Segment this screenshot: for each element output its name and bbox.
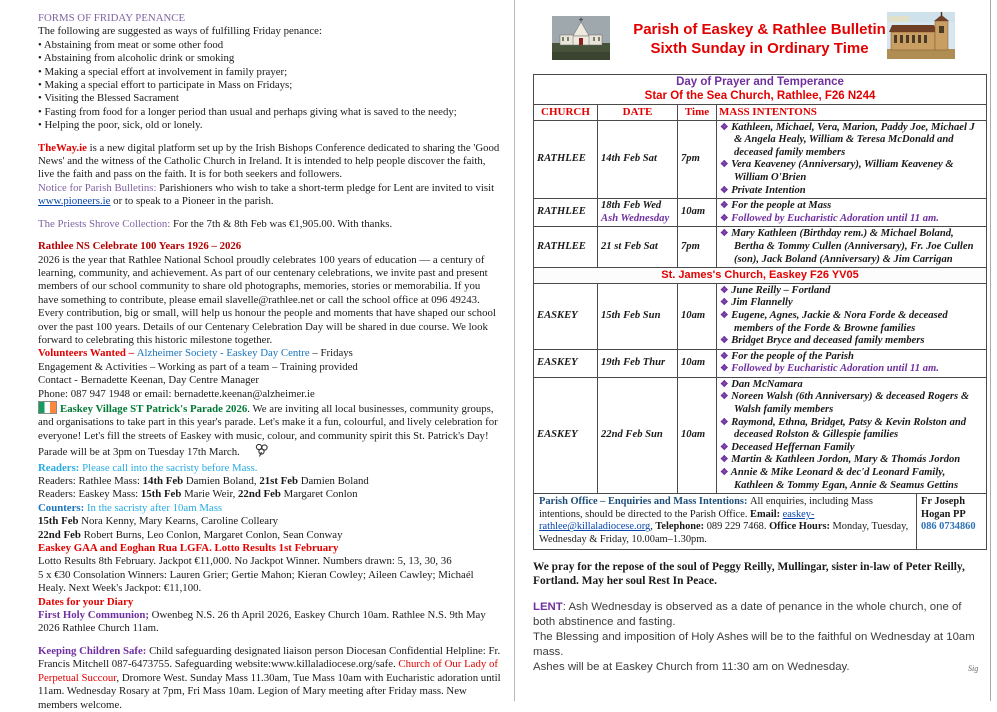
text-segment: Owenbeg N.S. 26 th April 2026, Easkey Church 10am. Rathlee N.S. 9th May 2026 Rathlee Church 11am. (38, 609, 486, 635)
text-segment: Keeping Children Safe: (38, 644, 150, 657)
date-text: 19th Feb Thur (601, 356, 666, 368)
paragraph (38, 542, 501, 555)
text-segment: Telephone: (655, 521, 707, 533)
text-segment: , Dromore West. Sunday Mass 11.30am, Tue Mass 10am with Eucharistic adoration until 11am. Wednesday Rosary at 7pm, Fri Mass 10am. Legion of Mary meeting after Friday mass. New members welcome. (38, 671, 501, 711)
paragraph (38, 39, 501, 52)
diamond-bullet-icon: ❖ (720, 351, 729, 362)
text-segment: Nora Kenny, Mary Kearns, Caroline Colleary (81, 515, 279, 528)
paragraph (38, 92, 501, 105)
text-segment: For the 7th & 8th Feb was €1,905.00. With thanks. (172, 217, 393, 230)
right-page (533, 10, 986, 675)
text-segment: is a new digital platform set up by the Irish Bishops Conference dedicated to sharing the 'Good News' and the witness of the Catholic Church in Ireland. It is intended to help people discover the faith, live the faith and pass on the faith. It is for both seekers and followers. (38, 141, 500, 181)
text-segment: Dates for your Diary (38, 595, 134, 608)
paragraph (38, 79, 501, 92)
intentions-cell (717, 377, 987, 493)
text-segment: • Abstaining from alcoholic drink or smoking (38, 52, 235, 65)
text-segment: The following are suggested as ways of fulfilling Friday penance: (38, 25, 322, 38)
diamond-bullet-icon: ❖ (720, 185, 729, 196)
paragraph (38, 488, 501, 501)
mass-intention-text: Eugene, Agnes, Jackie & Nora Forde & deceased members of the Forde & Browne families (731, 309, 948, 334)
paragraph (38, 515, 501, 528)
text-segment: 2026 is the year that Rathlee National School proudly celebrates 100 years of education — a century of learning, community, and achievement. As part of our centenary celebrations, we invite past and present members of our school community to share old photographs, memories, stories or memorabilia. If you have something to contribute, please email slavelle@rathlee.net or call the school office at 096 49243. Every contribution, big or small, will help us honour the people and moments that have shaped our school over the past 100 years. Details of our Centenary Celebration Day will be shared in due course. We look forward to celebrating this historic milestone together. (38, 253, 496, 346)
text-segment: Parish Office – Enquiries and Mass Intentions: (539, 496, 751, 508)
church-cell: RATHLEE (534, 120, 598, 199)
text-segment: Damien Boland (300, 475, 369, 487)
paragraph (38, 502, 501, 515)
paragraph (38, 347, 501, 360)
mass-intention-text: Jim Flannelly (731, 297, 793, 309)
column-header-intentions: MASS INTENTONS (717, 105, 987, 121)
mass-intention-text: Vera Keaveney (Anniversary), William Keaveney & William O'Brien (731, 159, 954, 183)
mass-intention-item (720, 442, 983, 455)
text-segment: Contact - Bernadette Keenan, Day Centre Manager (38, 374, 259, 387)
text-segment: TheWay.ie (38, 141, 90, 154)
day-of-prayer-title: Day of Prayer and Temperance (676, 76, 844, 88)
text-segment: Readers: (38, 461, 83, 474)
text-segment: FORMS OF FRIDAY PENANCE (38, 12, 186, 24)
text-segment: • Abstaining from meat or some other food (38, 38, 224, 51)
priest-info (916, 494, 986, 548)
mass-intention-item (720, 310, 983, 335)
paragraph (38, 596, 501, 609)
bulletin-title-line2: Sixth Sunday in Ordinary Time (650, 40, 869, 57)
church-cell: RATHLEE (534, 227, 598, 268)
bulletin-title-line1: Parish of Easkey & Rathlee Bulletin (633, 21, 886, 38)
text-segment: Volunteers Wanted – (38, 347, 137, 360)
mass-intention-item (720, 159, 983, 184)
date-text: 18th Feb Wed (601, 200, 662, 212)
parish-office-cell (534, 494, 987, 549)
diamond-bullet-icon: ❖ (720, 229, 729, 240)
text-segment: Lotto Results 8th February. Jackpot €11,000. No Jackpot Winner. Numbers drawn: 5, 13, 30, 36 (38, 555, 452, 568)
mass-intention-item (720, 379, 983, 392)
table-header-row (534, 105, 987, 121)
diamond-bullet-icon: ❖ (720, 455, 729, 466)
text-segment: Marie Weir, (184, 488, 239, 501)
paragraph (38, 462, 501, 475)
mass-intentions-table (533, 74, 987, 550)
page-edge (990, 0, 991, 701)
text-segment: Easkey Village ST Patrick's Parade 2026 (60, 402, 248, 415)
mass-intention-item (720, 122, 983, 160)
church-cell: RATHLEE (534, 199, 598, 227)
lent-text: : Ash Wednesday is observed as a date of penance in the whole church, one of both abstinence and fasting. (533, 600, 962, 628)
diamond-bullet-icon: ❖ (720, 364, 729, 375)
paragraph (38, 66, 501, 79)
text-segment: In the sacristy after 10am Mass (86, 501, 223, 514)
mass-intention-item (720, 228, 983, 266)
mass-intention-item (720, 391, 983, 416)
diamond-bullet-icon: ❖ (720, 392, 729, 403)
mass-intention-item (720, 351, 983, 364)
paragraph (38, 529, 501, 542)
link[interactable]: www.pioneers.ie (38, 195, 111, 208)
table-row (534, 199, 987, 227)
church-photo-left (552, 16, 610, 65)
paragraph (38, 106, 501, 119)
paragraph (38, 555, 501, 568)
paragraph (38, 361, 501, 374)
lent-label: LENT (533, 600, 563, 613)
text-segment: 089 229 7468. (706, 521, 770, 533)
paragraph (38, 254, 501, 348)
bulletin-header (533, 10, 986, 74)
paragraph (38, 240, 501, 253)
diamond-bullet-icon: ❖ (720, 201, 729, 212)
date-cell (598, 120, 678, 199)
mass-intention-text: Raymond, Ethna, Bridget, Patsy & Kevin Rolston and deceased Rolston & Gillespie families (731, 416, 967, 441)
date-text: 21 st Feb Sat (601, 240, 658, 252)
paragraph (38, 52, 501, 65)
diamond-bullet-icon: ❖ (720, 417, 729, 428)
text-segment: Monday, Tuesday, Wednesday & Friday, 10.00am–1.30pm. (539, 521, 909, 545)
text-segment: Rathlee NS Celebrate 100 Years 1926 – 2026 (38, 240, 242, 253)
date-cell (598, 377, 678, 493)
date-cell (598, 227, 678, 268)
text-segment: 21st Feb (259, 475, 301, 487)
intentions-cell (717, 199, 987, 227)
truncated-corner-text: Sig (968, 664, 979, 673)
text-segment: • Making a special effort at involvement in family prayer; (38, 65, 288, 78)
text-segment: , (650, 521, 656, 533)
text-segment: Readers: Rathlee Mass: (38, 475, 143, 487)
date-cell (598, 199, 678, 227)
column-header-church: CHURCH (534, 105, 598, 121)
text-segment: Please call into the sacristy before Mass. (82, 461, 258, 474)
mass-intention-item (720, 213, 983, 226)
time-cell: 10am (678, 199, 717, 227)
left-page (38, 12, 501, 712)
text-segment: Readers: Easkey Mass: (38, 488, 141, 501)
paragraph (38, 142, 501, 182)
text-segment: • Helping the poor, sick, old or lonely. (38, 119, 203, 132)
diamond-bullet-icon: ❖ (720, 442, 729, 453)
text-segment: Engagement & Activities – Working as part of a team – Training provided (38, 360, 358, 373)
paragraph (38, 569, 501, 596)
mass-intention-text: Mary Kathleen (Birthday rem.) & Michael Boland, Bertha & Tommy Cullen (Anniversary), Fr. Joe Cullen (son), Jack Boland (Anniversary) & Jim Carrigan (731, 228, 974, 265)
time-cell: 7pm (678, 227, 717, 268)
left-page-content (38, 12, 501, 712)
paragraph (38, 401, 501, 462)
text-segment: Damien Boland, (185, 475, 260, 487)
intentions-cell (717, 283, 987, 349)
text-segment: 15th Feb (38, 515, 82, 528)
mass-intention-text: Bridget Bryce and deceased family members (731, 335, 925, 347)
paragraph (38, 475, 501, 488)
priest-name: Fr Joseph Hogan PP (921, 496, 966, 520)
date-cell (598, 283, 678, 349)
text-segment: All enquiries, including Mass intentions, should be directed to the Parish Office. (539, 496, 873, 520)
table-row (534, 227, 987, 268)
mass-intention-item (720, 335, 983, 348)
parish-office-info (534, 494, 916, 548)
mass-intention-text: Kathleen, Michael, Vera, Marion, Paddy Joe, Michael J & Angela Healy, William & Teresa McDonald and deceased family members (731, 121, 975, 158)
date-text: 14th Feb Sat (601, 153, 657, 165)
table-title-row (534, 75, 987, 105)
intentions-cell (717, 120, 987, 199)
mass-intention-text: Martin & Kathleen Jordon, Mary & Thomás Jordon (731, 454, 961, 466)
text-segment: Email: (750, 508, 783, 520)
text-segment: . We are inviting all local businesses, community groups, and organisations to take part in this year's parade. Let's make it a fun, colourful, and lively celebration for everyone! Let's fill the streets of Easkey with music, colour, and community spirit this St. Patrick's Day! Parade will be at 3pm on Tuesday 17th March. (38, 402, 498, 459)
paragraph (38, 218, 501, 231)
date-note: Ash Wednesday (601, 212, 670, 224)
mass-intention-item (720, 417, 983, 442)
table-row (534, 349, 987, 377)
church-cell: EASKEY (534, 377, 598, 493)
mass-intention-text: Followed by Eucharistic Adoration until 11 am. (731, 363, 939, 375)
repose-notice: We pray for the repose of the soul of Peggy Reilly, Mullingar, sister in-law of Peter Reilly, Fortland. May her soul Rest In Peace. (533, 560, 965, 588)
link[interactable]: easkey-rathlee@killaladiocese.org (539, 508, 815, 533)
church-cell: EASKEY (534, 349, 598, 377)
text-segment: Office Hours: (769, 521, 833, 533)
paragraph (38, 25, 501, 38)
intentions-cell (717, 349, 987, 377)
diamond-bullet-icon: ❖ (720, 213, 729, 224)
text-segment: First Holy Communion; (38, 609, 152, 622)
mass-intention-text: Deceased Heffernan Family (731, 441, 855, 453)
mass-intention-text: Followed by Eucharistic Adoration until 11 am. (731, 212, 939, 224)
text-segment: • Making a special effort to participate in Mass on Fridays; (38, 79, 293, 92)
paragraph (38, 182, 501, 209)
text-segment: 14th Feb (142, 475, 186, 487)
paragraph (38, 388, 501, 401)
church-illustration-right (887, 12, 955, 64)
text-segment: • Fasting from food for a longer period than usual and perhaps giving what is saved to the needy; (38, 105, 457, 118)
diamond-bullet-icon: ❖ (720, 379, 729, 390)
table-row (534, 283, 987, 349)
priest-phone: 086 0734860 (921, 521, 976, 533)
column-header-time: Time (678, 105, 717, 121)
text-segment: Parishioners who wish to take a short-term pledge for Lent are invited to visit (159, 181, 495, 194)
paragraph (38, 609, 501, 636)
time-cell: 10am (678, 377, 717, 493)
date-text: 22nd Feb Sun (601, 429, 663, 441)
diamond-bullet-icon: ❖ (720, 285, 729, 296)
column-header-date: DATE (598, 105, 678, 121)
text-segment: The Priests Shrove Collection: (38, 217, 173, 230)
mass-intention-item (720, 467, 983, 492)
text-segment: or to speak to a Pioneer in the parish. (110, 195, 274, 208)
mass-intention-item (720, 285, 983, 298)
text-segment: Counters: (38, 501, 87, 514)
mass-intention-text: Private Intention (731, 184, 806, 196)
diamond-bullet-icon: ❖ (720, 160, 729, 171)
text-segment: – Fridays (309, 347, 353, 360)
text-segment: Church of Our Lady of Perpetual Succour (38, 658, 498, 684)
paragraph (38, 119, 501, 132)
time-cell: 10am (678, 283, 717, 349)
mass-intention-text: For the people at Mass (731, 200, 832, 212)
diamond-bullet-icon: ❖ (720, 310, 729, 321)
date-text: 15th Feb Sun (601, 309, 661, 321)
table-row (534, 268, 987, 284)
right-page-footer (533, 560, 981, 675)
mass-intention-text: Dan McNamara (731, 378, 803, 390)
mass-intention-item (720, 363, 983, 376)
church-cell: EASKEY (534, 283, 598, 349)
lent-line3: Ashes will be at Easkey Church from 11:30 am on Wednesday. (533, 660, 850, 673)
section-header: St. James's Church, Easkey F26 YV05 (534, 268, 987, 284)
time-cell: 10am (678, 349, 717, 377)
page-divider (514, 0, 515, 701)
text-segment: 22nd Feb (38, 528, 84, 541)
text-segment: 5 x €30 Consolation Winners: Lauren Grier; Gertie Mahon; Kieran Cowley; Aileen Cawley; Michaél Healy. Next Week's Jackpot: €11,100. (38, 568, 474, 595)
mass-intention-text: Annie & Mike Leonard & dec'd Leonard Family, Kathleen & Tommy Egan, Annie & Seamus Gettins (730, 467, 959, 491)
text-segment: Easkey GAA and Eoghan Rua LGFA. Lotto Results 1st February (38, 542, 339, 555)
text-segment: 15th Feb (140, 488, 185, 501)
text-segment: • Visiting the Blessed Sacrament (38, 92, 179, 105)
text-segment: Robert Burns, Leo Conlon, Margaret Conlon, Sean Conway (83, 528, 343, 541)
mass-intention-text: Noreen Walsh (6th Anniversary) & deceased Rogers & Walsh family members (731, 391, 970, 416)
star-of-the-sea-subtitle: Star Of the Sea Church, Rathlee, F26 N244 (644, 89, 876, 102)
irish-flag-icon (38, 401, 57, 414)
time-cell: 7pm (678, 120, 717, 199)
lent-line2: The Blessing and imposition of Holy Ashes will be to the faithful on Wednesday at 10am mass. (533, 630, 975, 658)
mass-intention-item (720, 454, 983, 467)
diamond-bullet-icon: ❖ (720, 122, 729, 133)
date-cell (598, 349, 678, 377)
table-row (534, 120, 987, 199)
mass-intention-text: June Reilly – Fortland (731, 284, 831, 296)
mass-intention-item (720, 200, 983, 213)
diamond-bullet-icon: ❖ (720, 336, 729, 347)
parish-office-row (534, 494, 987, 549)
text-segment: Alzheimer Society - Easkey Day Centre (136, 347, 310, 360)
mass-intention-text: For the people of the Parish (731, 350, 854, 362)
lent-notice (533, 600, 981, 675)
mass-intention-item (720, 297, 983, 310)
text-segment: Phone: 087 947 1948 or email: bernadette.keenan@alzheimer.ie (38, 387, 315, 400)
table-row (534, 377, 987, 493)
shamrock-icon (254, 443, 269, 461)
diamond-bullet-icon: ❖ (720, 468, 729, 479)
paragraph (38, 374, 501, 387)
text-segment: Margaret Conlon (283, 488, 358, 501)
text-segment: 22nd Feb (238, 488, 284, 501)
section-heading (38, 12, 501, 25)
intentions-cell (717, 227, 987, 268)
mass-intention-item (720, 185, 983, 198)
diamond-bullet-icon: ❖ (720, 298, 729, 309)
paragraph (38, 645, 501, 712)
text-segment: Notice for Parish Bulletins: (38, 181, 160, 194)
text-segment: Child safeguarding designated liaison person Diocesan Confidential Helpline: Fr. Francis Mitchell 087-6473755. Safeguarding website:www.killaladiocese.org/safe. (38, 644, 501, 671)
